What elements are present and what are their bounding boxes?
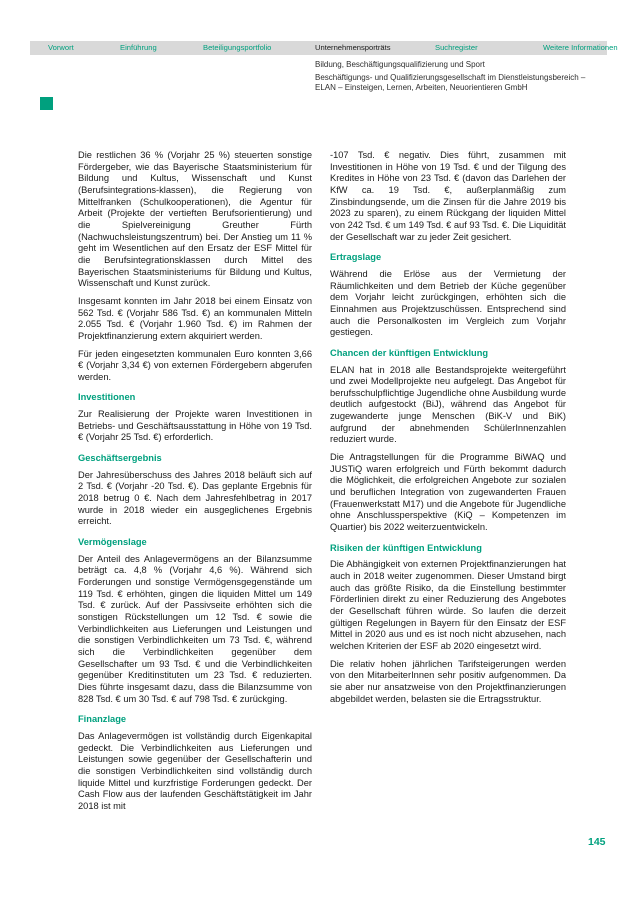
- body-paragraph: Der Anteil des Anlagevermögens an der Bilanzsumme beträgt ca. 4,8 % (Vorjahr 4,6 %). Während sich Forderungen und sonstige Vermögensgegenstände um 119 Tsd. € erhöhten, gingen die liquiden Mittel um 149 Tsd. € zurück. Auf der Passivseite erhöhten sich die sonstigen Rückstellungen um 12 Tsd. € sowie die Verbindlichkeiten aus Lieferungen und Leistungen und die sonstigen Verbindlichkeiten um 73 Tsd. €, während sich die Verbindlichkeiten gegenüber dem Gesellschafter um 93 Tsd. € und die Verbindlichkeiten gegenüber Kreditinstituten um 23 Tsd. € reduzierten. Dies führte insgesamt dazu, dass die Bilanzsumme von 828 Tsd. € um 30 Tsd. € auf 798 Tsd. € zurückging.: [78, 553, 312, 704]
- body-paragraph: Für jeden eingesetzten kommunalen Euro konnten 3,66 € (Vorjahr 3,34 €) von externen Fördergebern abgerufen werden.: [78, 348, 312, 382]
- nav-item-vorwort[interactable]: Vorwort: [48, 43, 74, 52]
- nav-item-unternehmensportr-ts[interactable]: Unternehmensporträts: [315, 43, 391, 52]
- section-heading: Risiken der künftigen Entwicklung: [330, 542, 482, 553]
- nav-item-beteiligungsportfolio[interactable]: Beteiligungsportfolio: [203, 43, 272, 52]
- body-paragraph: -107 Tsd. € negativ. Dies führt, zusammen mit Investitionen in Höhe von 19 Tsd. € und der Tilgung des Kredites in Höhe von 23 Tsd. € (davon das Darlehen der KfW ca. 19 Tsd. €, außerplanmäßig zum Zinsbindungsende, um die Zinsen für die Jahre 2019 bis 2023 zu sparen), zu einem Rückgang der liquiden Mittel von 242 Tsd. € um 149 Tsd. € auf 93 Tsd. €. Die Liquidität der Gesellschaft war zu jeder Zeit gesichert.: [330, 150, 566, 242]
- body-paragraph: Zur Realisierung der Projekte waren Investitionen in Betriebs- und Geschäftsausstattung in Höhe von 19 Tsd. € (Vorjahr 25 Tsd. €) erforderlich.: [78, 409, 312, 443]
- text-column-right: [330, 150, 566, 711]
- breadcrumb-company-title: Beschäftigungs- und Qualifizierungsgesellschaft im Dienstleistungsbereich – ELAN – Einsteigen, Lernen, Arbeiten, Neuorientieren GmbH: [315, 73, 586, 92]
- body-paragraph: Der Jahresüberschuss des Jahres 2018 beläuft sich auf 2 Tsd. € (Vorjahr -20 Tsd. €). Das geplante Ergebnis für 2018 betrug 0 €. Nach dem Jahresfehlbetrag in 2017 wurde in 2018 wieder ein ausgeglichenes Ergebnis erreicht.: [78, 469, 312, 527]
- section-heading: Geschäftsergebnis: [78, 453, 162, 464]
- nav-item-einf-hrung[interactable]: Einführung: [120, 43, 157, 52]
- breadcrumb: [315, 60, 608, 93]
- section-heading: Ertragslage: [330, 252, 382, 263]
- section-heading: Investitionen: [78, 392, 136, 403]
- body-paragraph: Die Antragstellungen für die Programme BiWAQ und JUSTiQ waren erfolgreich und Fürth bekommt dadurch die Möglichkeit, die erfolgreichen Angebote zur sozialen und beruflichen Integration von zugewanderten Frauen (Frauenwerkstatt M17) und die Angebote für Jugendliche ohne Anschlussperspektive (KiQ – Kompetenzen im Quartier) bis 2022 weiterzuentwickeln.: [330, 452, 566, 533]
- section-heading: Finanzlage: [78, 714, 127, 725]
- nav-item-weitere-informationen[interactable]: Weitere Informationen: [543, 43, 618, 52]
- body-paragraph: Das Anlagevermögen ist vollständig durch Eigenkapital gedeckt. Die Verbindlichkeiten aus Lieferungen und Leistungen sowie gegenüber der Gesellschafterin und die sonstigen Verbindlichkeiten sind vollständig durch liquide Mittel und kurzfristige Forderungen gedeckt. Der Cash Flow aus der laufenden Geschäftstätigkeit im Jahr 2018 ist mit: [78, 730, 312, 811]
- section-heading: Chancen der künftigen Entwicklung: [330, 347, 489, 358]
- body-paragraph: Die Abhängigkeit von externen Projektfinanzierungen hat auch in 2018 weiter zugenommen. Dieser Umstand birgt auch das größte Risiko, da die Einstellung bestimmter Förderlinien direkt zu einer Reduzierung des Angebotes der Gesellschaft führen würde. So laufen die derzeit gültigen Regelungen in Bayern für den Einsatz der ESF Mittel in 2020 aus und es ist noch nicht abzusehen, nach welchen Kriterien der ESF ab 2020 eingesetzt wird.: [330, 559, 566, 651]
- section-heading: Vermögenslage: [78, 537, 147, 548]
- section-marker-square: [40, 97, 53, 110]
- nav-bar: [30, 41, 618, 55]
- page-number: 145: [588, 836, 606, 848]
- body-paragraph: Insgesamt konnten im Jahr 2018 bei einem Einsatz von 562 Tsd. € (Vorjahr 586 Tsd. €) an kommunalen Mitteln 2.055 Tsd. € (Vorjahr 1.960 Tsd. €) im Rahmen der Projektfinanzierung extern akquiriert werden.: [78, 295, 312, 341]
- nav-item-suchregister[interactable]: Suchregister: [435, 43, 478, 52]
- body-paragraph: Die restlichen 36 % (Vorjahr 25 %) steuerten sonstige Fördergeber, wie das Bayerische Staatsministerium für Bildung und Kultus, Wissenschaft und Kunst (Berufsintegrations-klassen), die Regierung von Mittelfranken (Schulkooperationen), die Agentur für Arbeit (Projekte der vertieften Berufsorientierung) und die Spielvereinigung Greuther Fürth (Nachwuchsleistungszentrum) bei. Der Anstieg um 11 % geht im Wesentlichen auf den Ersatz der ESF Mittel für die Berufsintegrationsklassen durch Mittel des Bayerischen Staatsministeriums für Bildung und Kultus, Wissenschaft und Kunst zurück.: [78, 150, 312, 289]
- body-paragraph: Während die Erlöse aus der Vermietung der Räumlichkeiten und dem Betrieb der Küche gegenüber dem Vorjahr leicht zurückgingen, erhöhten sich die Einnahmen aus Projektzuschüssen. Entsprechend sind auch die Personalkosten im Vergleich zum Vorjahr gestiegen.: [330, 268, 566, 338]
- body-paragraph: Die relativ hohen jährlichen Tarifsteigerungen werden von den MitarbeiterInnen sehr positiv aufgenommen. Da sie aber nur ansatzweise von den Projektfinanzierungen abgebildet werden, belasten sie die Ertragsstruktur.: [330, 658, 566, 704]
- body-paragraph: ELAN hat in 2018 alle Bestandsprojekte weitergeführt und zwei Modellprojekte neu aufgelegt. Das Angebot für berufsschulpflichtige Jugendliche ohne Ausbildung wurde deutlich aufgestockt (BiJ), während das Angebot für zugewanderte junge Menschen (BiK-V und BiK) aufgrund der abnehmenden SchülerInnenzahlen reduziert wurde.: [330, 364, 566, 445]
- text-column-left: [78, 150, 312, 818]
- breadcrumb-category: Bildung, Beschäftigungsqualifizierung und Sport: [315, 60, 485, 69]
